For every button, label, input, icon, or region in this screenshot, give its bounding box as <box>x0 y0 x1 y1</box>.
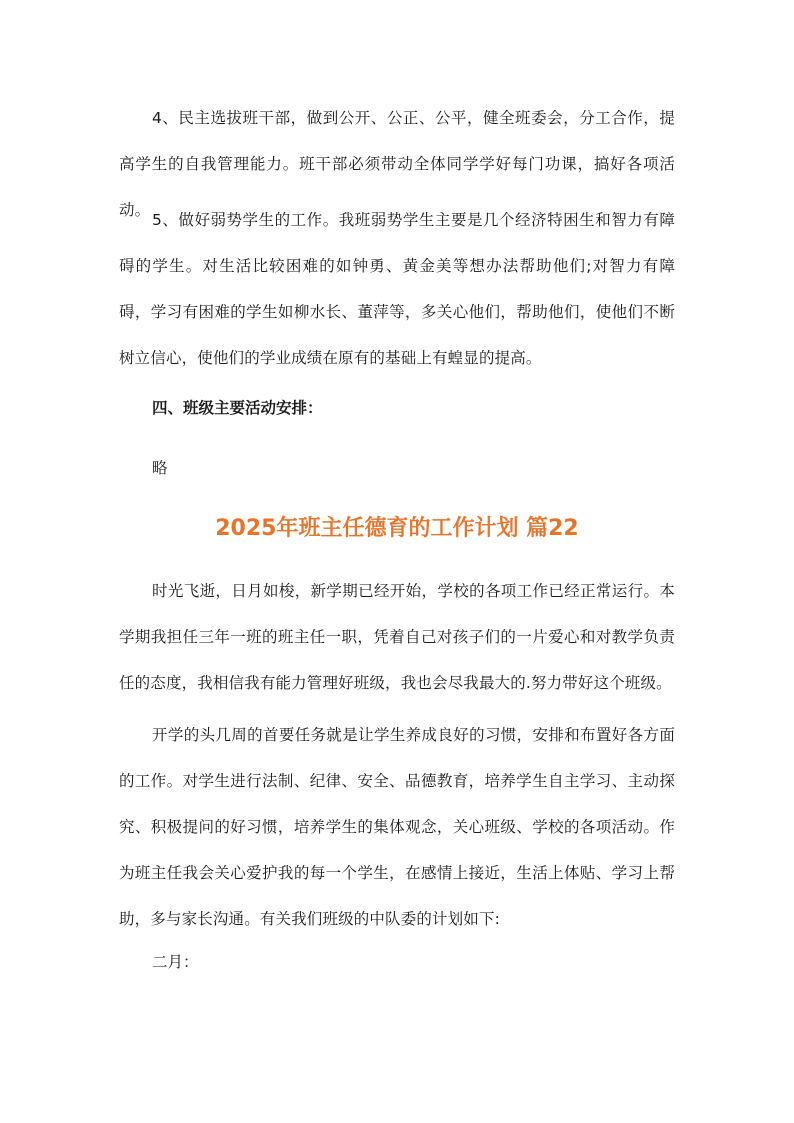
paragraph-tasks: 开学的头几周的首要任务就是让学生养成良好的习惯，安排和布置好各方面的工作。对学生进行法制、纪律、安全、品德教育，培养学生自主学习、主动探究、积极提问的好习惯，培养学生的集体观念，关心班级、学校的各项活动。作为班主任我会关心爱护我的每一个学生，在感情上接近，生活上体贴、学习上帮助，多与家长沟通。有关我们班级的中队委的计划如下: <box>119 726 675 928</box>
paragraph-item-5: 5、做好弱势学生的工作。我班弱势学生主要是几个经济特困生和智力有障碍的学生。对生活比较困难的如钟勇、黄金美等想办法帮助他们;对智力有障 碍，学习有困难的学生如柳水长、董萍等，多关心他们，帮助他们，使他们不断树立信心，使他们的学业成绩在原有的基础上有蝗显的提高。 <box>119 211 675 367</box>
month-label: 二月： <box>152 953 199 971</box>
paragraph-item-4: 4、民主选拔班干部，做到公开、公正、公平，健全班委会，分工合作，提高学生的自我管理能力。班干部必须带动全体同学学好每门功课，搞好各项活动。 <box>119 109 675 219</box>
section-body: 略 <box>152 459 168 477</box>
paragraph-intro: 时光飞逝，日月如梭，新学期已经开始，学校的各项工作已经正常运行。本学期我担任三年一班的班主任一职，凭着自己对孩子们的一片爱心和对教学负责任的态度，我相信我有能力管理好班级，我也会尽我最大的.努力带好这个班级。 <box>119 582 675 692</box>
section-heading: 四、班级主要活动安排： <box>152 399 323 417</box>
document-title: 2025年班主任德育的工作计划 篇22 <box>215 516 579 541</box>
